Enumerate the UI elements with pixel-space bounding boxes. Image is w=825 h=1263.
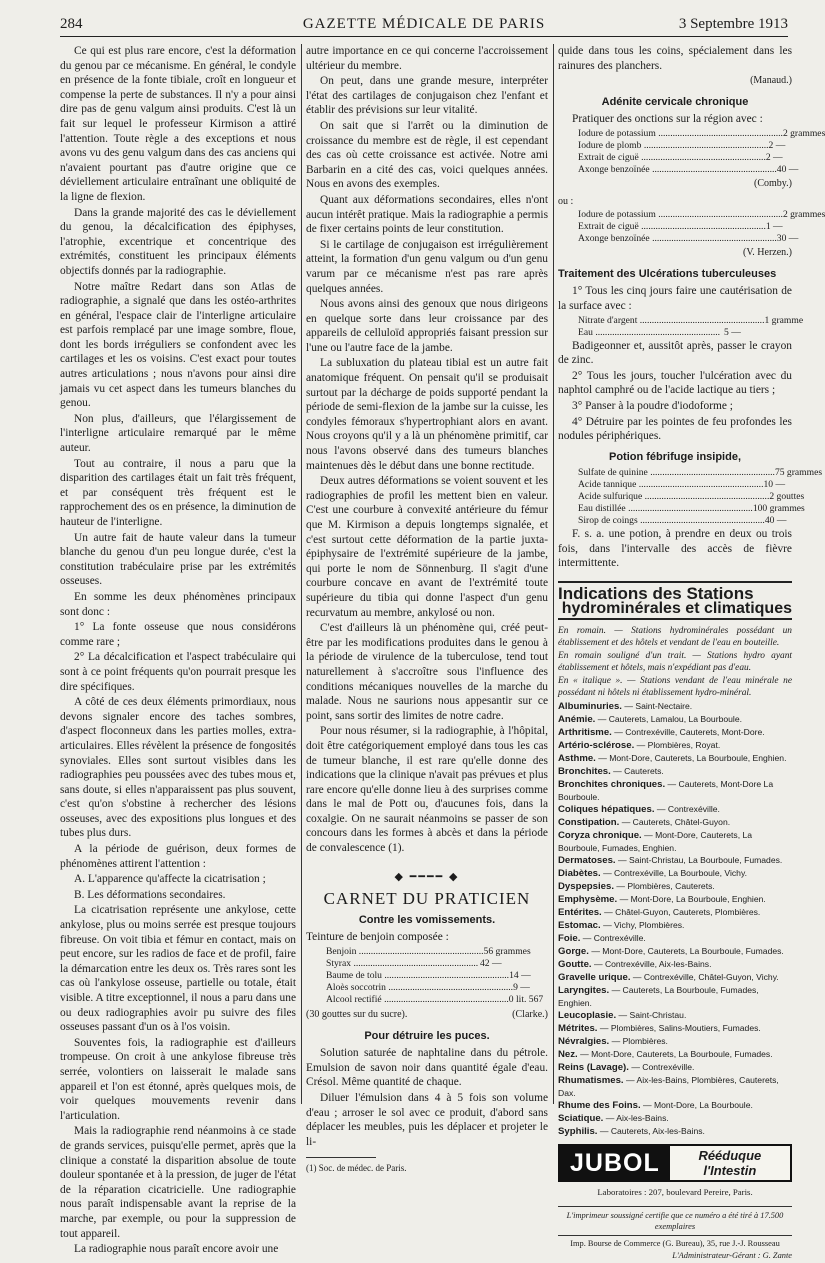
condition-name: Foie.	[558, 933, 581, 945]
station-entry	[558, 1112, 792, 1125]
page-header	[60, 14, 788, 36]
paragraph: La subluxation du plateau tibial est un autre fait anatomique fréquent. On pensait qu'il se produisait surtout par la décharge de poids supporté pendant la période de semi-flexion de la jambe sur la cuisse, les condyles fémoraux s'hypertrophiant alors en avant. Nous croyons qu'il y a là un phénomène primitif, car nous l'avons observé dans des tumeurs blanches maintenues dès le début dans une bonne rectitude.	[306, 357, 548, 472]
station-places: — Aix-les-Bains, Plombières, Cauterets, Dax.	[558, 1075, 779, 1099]
condition-name: Syphilis.	[558, 1126, 598, 1138]
paragraph: A côté de ces deux éléments primordiaux, nous devons signaler encore des taches sombres, d'aspect floconneux dans les parties molles, extra-articulaires. Elles révèlent la présence de fongosités synoviales. Elles sont surtout visibles dans les radiographies peu poussées avec des tubes mous et, sans doute, si elles n'apparaissent pas plus souvent, c'est qu'on s'obstine à rechercher des lésions osseuses, avec des expositions plus longues et des tubes plus durs.	[60, 696, 296, 840]
station-entry	[558, 1074, 792, 1099]
recipe-row: Axonge benzoïnée ..... 30 —	[558, 233, 792, 245]
stations-title: Indications des Stations	[558, 581, 792, 602]
station-places: — Mont-Dore, Cauterets, La Bourboule, Fumades.	[580, 1049, 773, 1060]
station-places: — Aix-les-Bains.	[605, 1113, 669, 1124]
condition-name: Bronchites.	[558, 766, 611, 778]
recipe-heading: Traitement des Ulcérations tuberculeuses	[558, 267, 777, 280]
station-places: — Cauterets, Lamalou, La Bourboule.	[597, 714, 742, 725]
article-column-3	[558, 44, 825, 1260]
recipe-row: Acide tannique ..... 10 —	[558, 479, 792, 491]
stations-legend: En romain souligné d'un trait. — Stations hydro ayant établissement et hôtels, mais n'expédiant pas d'eau.	[558, 651, 792, 674]
condition-name: Estomac.	[558, 920, 601, 932]
paragraph: 2° La décalcification et l'aspect trabéculaire qui sont à ce point fréquents qu'on pourrait presque les dire spécifiques.	[60, 651, 296, 693]
condition-name: Dyspepsies.	[558, 881, 614, 893]
recipe-footer	[306, 1008, 548, 1023]
station-places: — Plombières, Salins-Moutiers, Fumades.	[599, 1023, 761, 1034]
station-entry	[558, 1125, 792, 1138]
column-divider	[553, 44, 554, 1104]
issue-date: 3 Septembre 1913	[678, 16, 788, 32]
condition-name: Anémie.	[558, 714, 596, 726]
condition-name: Emphysème.	[558, 894, 618, 906]
station-places: — Saint-Christau, La Bourboule, Fumades.	[617, 855, 783, 866]
condition-name: Névralgies.	[558, 1036, 610, 1048]
condition-name: Nez.	[558, 1049, 578, 1061]
station-places: — Mont-Dore, Cauterets, La Bourboule, Fumades.	[591, 946, 784, 957]
paragraph: En somme les deux phénomènes principaux sont donc :	[60, 590, 296, 618]
condition-name: Arthritisme.	[558, 727, 612, 739]
condition-name: Dermatoses.	[558, 855, 616, 867]
condition-name: Rhumatismes.	[558, 1075, 624, 1087]
station-entry	[558, 1061, 792, 1074]
station-entry	[558, 1022, 792, 1035]
recipe-row: Sirop de coings ..... 40 —	[558, 515, 792, 527]
recipe-row: Iodure de potassium ..... 2 grammes	[558, 128, 792, 140]
station-entry	[558, 713, 792, 726]
paragraph: C'est d'ailleurs là un phénomène qui, créé peut-être par les modifications produites dans le genou à la période de virulence de la tuberculose, tend tout naturellement à s'accroître sous l'influence des conditions mécaniques nouvelles de la marche du malade. Nous ne saurions nous appesantir sur ce point, sans sortir des limites de notre cadre.	[306, 622, 548, 722]
article-column-1	[60, 44, 296, 1256]
recipe-heading: Pour détruire les puces.	[364, 1029, 490, 1042]
station-entry	[558, 1099, 792, 1112]
recipe-row: Iodure de plomb ..... 2 —	[558, 140, 792, 152]
recipe-row: Acide sulfurique ..... 2 gouttes	[558, 491, 792, 503]
recipe-row: Eau distillée ..... 100 grammes	[558, 503, 792, 515]
page-number: 284	[60, 16, 83, 32]
paragraph: Si le cartilage de conjugaison est irrégulièrement atteint, la formation d'un genu valgum ou d'un genu varum par ce mécanisme n'est pas rare après quelques années.	[306, 238, 548, 295]
condition-name: Coliques hépatiques.	[558, 804, 655, 816]
recipe-source: (V. Herzen.)	[743, 247, 792, 259]
station-places: — Mont-Dore, Cauterets, La Bourboule, Enghien.	[598, 753, 787, 764]
station-entry	[558, 1035, 792, 1048]
station-places: — Cauterets, Châtel-Guyon.	[621, 817, 731, 828]
condition-name: Bronchites chroniques.	[558, 779, 666, 791]
station-places: — Contrexéville, Aix-les-Bains.	[593, 959, 712, 970]
condition-name: Reins (Lavage).	[558, 1062, 629, 1074]
recipe-row: Sulfate de quinine ..... 75 grammes	[558, 467, 792, 479]
recipe-row: Alcool rectifié ..... 0 lit. 567	[306, 994, 548, 1006]
station-entry	[558, 893, 792, 906]
recipe-source: (Manaud.)	[750, 75, 792, 87]
header-rule	[60, 36, 788, 37]
paragraph: A la période de guérison, deux formes de phénomènes attirent l'attention :	[60, 843, 296, 870]
recipe-list	[558, 127, 825, 176]
paragraph: autre importance en ce qui concerne l'accroissement ultérieur du membre.	[306, 45, 548, 72]
station-entry	[558, 816, 792, 829]
paragraph: Nous avons ainsi des genoux que nous dirigeons en quelque sorte dans leur croissance par des appareils de celluloïd appropriés faisant pression sur l'une ou l'autre face de la jambe.	[306, 298, 548, 354]
condition-name: Entérites.	[558, 907, 602, 919]
station-entry	[558, 752, 792, 765]
paragraph: 1° La fonte osseuse que nous considérons comme rare ;	[60, 621, 296, 648]
paragraph: Dans la grande majorité des cas le déviellement du genou, la décalcification des épiphyses, l'atrophie, excentrique et concentrique des extrémités, constituent les principaux éléments objectifs donnés par la radiographie.	[60, 206, 296, 277]
condition-name: Constipation.	[558, 817, 620, 829]
recipe-intro: Teinture de benjoin composée :	[306, 931, 449, 944]
station-places: — Châtel-Guyon, Cauterets, Plombières.	[604, 907, 761, 918]
paragraph: La radiographie nous paraît encore avoir une	[74, 1243, 279, 1256]
recipe-heading: Potion fébrifuge insipide,	[609, 450, 741, 463]
paragraph: 1° Tous les cinq jours faire une cautérisation de la surface avec :	[558, 285, 792, 312]
print-certification: L'imprimeur soussigné certifie que ce numéro a été tiré à 17.500 exemplaires	[558, 1206, 792, 1232]
station-places: — Contrexéville.	[582, 933, 646, 944]
station-entry	[558, 945, 792, 958]
footnote: (1) Soc. de médec. de Paris.	[306, 1163, 407, 1174]
recipe-row: Axonge benzoïnée ..... 40 —	[558, 164, 792, 176]
section-ornament: ◆ ━━━━ ◆	[394, 870, 460, 883]
recipe-row: Styrax ..... 42 —	[306, 958, 548, 970]
paragraph: B. Les déformations secondaires.	[74, 888, 226, 901]
paragraph: A. L'apparence qu'affecte la cicatrisation ;	[74, 873, 266, 886]
ad-address: Laboratoires : 207, boulevard Pereire, Paris.	[597, 1187, 753, 1198]
recipe-heading: Adénite cervicale chronique	[601, 95, 749, 108]
paragraph: Ce qui est plus rare encore, c'est la déformation du genou par ce mécanisme. En général, le condyle en présence de la fonte tibiale, croît en longueur et compense la perte de substances. Il n'y a pour ainsi dire pas de genu valgum ainsi produits. C'est là un fait sur lequel le professeur Kirmison a attiré l'attention. Toute règle a des exceptions et nous avons vu des genu valgum dans des cas anciens qui n'avaient pourtant pas d'autre origine que ce déviellement articulaire entraînant une obliquité de la ligne de flexion.	[60, 45, 296, 203]
paragraph: Diluer l'émulsion dans 4 à 5 fois son volume d'eau ; arroser le sol avec ce produit, d'abord sans déplacer les meubles, puis les déplacer et projeter le li-	[306, 1092, 548, 1148]
recipe-dose: (30 gouttes sur du sucre).	[306, 1009, 408, 1021]
station-places: — Cauterets, La Bourboule, Fumades, Enghien.	[558, 985, 759, 1009]
ad-brand: JUBOL	[560, 1146, 670, 1180]
paragraph: La cicatrisation représente une ankylose, cette ankylose, plus ou moins serrée est presque toujours fibreuse. On voit tibia et fémur en contact, mais on peut encore, sur les radios de face et de profil, faire la démarcation entre les deux os. Très rares sont les cas où l'ankylose osseuse, partielle ou totale, était visible. A titre exceptionnel, il nous a paru dans une ou deux radiographies avoir pu suivre des files osseuses passant d'un os à l'os voisin.	[60, 904, 296, 1034]
recipe-row: Iodure de potassium ..... 2 grammes	[558, 209, 792, 221]
recipe-heading: Contre les vomissements.	[358, 913, 496, 926]
condition-name: Asthme.	[558, 753, 596, 765]
station-entry	[558, 854, 792, 867]
station-places: — Mont-Dore, La Bourboule.	[643, 1100, 753, 1111]
condition-name: Albuminuries.	[558, 701, 622, 713]
station-places: — Contrexéville, Châtel-Guyon, Vichy.	[632, 972, 779, 983]
paragraph: quide dans tous les coins, spécialement dans les rainures des planchers.	[558, 45, 792, 72]
recipe-source: (Comby.)	[754, 177, 792, 189]
condition-name: Gravelle urique.	[558, 972, 631, 984]
paragraph: Souventes fois, la radiographie est d'ailleurs trompeuse. On croit à une ankylose fibreuse très serrée, volontiers on laisserait le malade sans appareil et l'on est étonné, après quelques mois, de voir quelques mouvements revenir dans l'articulation.	[60, 1036, 296, 1122]
station-entry	[558, 1048, 792, 1061]
condition-name: Coryza chronique.	[558, 830, 642, 842]
station-entry	[558, 880, 792, 893]
station-entry	[558, 984, 792, 1009]
stations-legend: En romain. — Stations hydrominérales possédant un établissement et des hôtels et vendant de l'eau en bouteille.	[558, 626, 792, 649]
condition-name: Laryngites.	[558, 985, 610, 997]
station-places: — Cauterets, Mont-Dore La Bourboule.	[558, 779, 774, 803]
station-entry	[558, 906, 792, 919]
station-entry	[558, 971, 792, 984]
station-entry	[558, 778, 792, 803]
station-places: — Vichy, Plombières.	[603, 920, 685, 931]
paragraph: Non plus, d'ailleurs, que l'élargissement de l'interligne articulaire remarqué par le même auteur.	[60, 412, 296, 455]
recipe-row: Extrait de ciguë ..... 2 —	[558, 152, 792, 164]
printer-imprint: Imp. Bourse de Commerce (G. Bureau), 35, rue J.-J. Rousseau	[558, 1235, 792, 1249]
station-places: — Saint-Christau.	[618, 1010, 687, 1021]
paragraph: 3° Panser à la poudre d'iodoforme ;	[572, 399, 733, 412]
condition-name: Artério-sclérose.	[558, 740, 635, 752]
recipe-source: (Clarke.)	[512, 1009, 548, 1021]
station-entry	[558, 739, 792, 752]
station-entry	[558, 919, 792, 932]
station-places: — Cauterets.	[613, 766, 664, 777]
recipe-row: Eau ..... 5 —	[558, 327, 792, 339]
stations-legend: En « italique ». — Stations vendant de l'eau minérale ne possédant ni hôtels ni établissement hydro-minéral.	[558, 676, 792, 699]
article-column-2	[306, 44, 548, 1174]
station-places: — Saint-Nectaire.	[624, 701, 693, 712]
condition-name: Diabètes.	[558, 868, 601, 880]
station-places: — Contrexéville.	[631, 1062, 695, 1073]
station-places: — Contrexéville, La Bourboule, Vichy.	[603, 868, 748, 879]
station-entry	[558, 803, 792, 816]
paragraph: On peut, dans une grande mesure, interpréter l'état des cartilages de conjugaison chez l'enfant et établir des prévisions sur leur vitalité.	[306, 75, 548, 117]
paragraph: Un autre fait de haute valeur dans la tumeur blanche du genou d'un peu longue durée, c'est la constitution trabéculaire prise par les extrémités osseuses.	[60, 531, 296, 588]
recipe-list	[558, 209, 825, 245]
paragraph: Badigeonner et, aussitôt après, passer le crayon de zinc.	[558, 339, 792, 367]
station-entry	[558, 765, 792, 778]
condition-name: Goutte.	[558, 959, 592, 971]
station-places: — Plombières.	[611, 1036, 668, 1047]
stations-list	[558, 700, 792, 1138]
column-divider	[301, 44, 302, 1104]
paragraph: F. s. a. une potion, à prendre en deux ou trois fois, dans l'intervalle des accès de fièvre intermittente.	[558, 528, 792, 570]
condition-name: Leucoplasie.	[558, 1010, 617, 1022]
recipe-list	[558, 467, 823, 527]
section-title: CARNET DU PRATICIEN	[323, 889, 531, 909]
station-entry	[558, 700, 792, 713]
condition-name: Sciatique.	[558, 1113, 604, 1125]
condition-name: Métrites.	[558, 1023, 598, 1035]
manager-signature: L'Administrateur-Gérant : G. Zante	[672, 1250, 792, 1260]
station-places: — Plombières, Cauterets.	[616, 881, 715, 892]
station-places: — Contrexéville.	[656, 804, 720, 815]
recipe-intro: Pratiquer des onctions sur la région avec :	[572, 113, 763, 126]
recipe-row: Nitrate d'argent ..... 1 gramme	[558, 315, 792, 327]
station-places: — Plombières, Royat.	[636, 740, 721, 751]
paragraph: 2° Tous les jours, toucher l'ulcération avec du naphtol camphré ou de l'acide lactique au tiers ;	[558, 369, 792, 397]
station-places: — Mont-Dore, La Bourboule, Enghien.	[619, 894, 766, 905]
station-entry	[558, 829, 792, 854]
paragraph: Quant aux déformations secondaires, elles n'ont aucun intérêt pratique. Mais la radiographie a permis de fixer certains points de leur constitution.	[306, 193, 548, 236]
recipe-list	[558, 314, 804, 339]
recipe-row: Aloès soccotrin ..... 9 —	[306, 982, 548, 994]
publication-title: GAZETTE MÉDICALE DE PARIS	[302, 16, 546, 32]
condition-name: Gorge.	[558, 946, 589, 958]
station-entry	[558, 726, 792, 739]
recipe-list	[306, 946, 548, 1006]
jubol-advertisement	[558, 1144, 792, 1182]
recipe-row: Benjoin ..... 56 grammes	[306, 946, 548, 958]
ad-tagline: Rééduque l'Intestin	[698, 1148, 762, 1179]
paragraph: Deux autres déformations se voient souvent et les radiographies de profil les mettent bien en valeur. C'est une courbure à convexité antérieure du fémur que M. Kirmison a depuis longtemps signalée, et c'est surtout cette déformation de la partie juxta-épiphysaire de l'extrémité supérieure de la jambe, qui porte le nom de Sönnenburg. Il s'agit d'une courbure concave en avant de l'extrémité toute supérieure du tibia qui donne l'aspect d'un genu recurvatum au membre, ankylosé ou non.	[306, 475, 548, 619]
paragraph: 4° Détruire par les pointes de feu profondes les nodules périphériques.	[558, 415, 792, 443]
paragraph: Mais la radiographie rend néanmoins à ce stade de grands services, puisqu'elle permet, après que la clinique a constaté la disparition absolue de toute douleur spontanée et à la pression, de juger de l'état de la réparation cicatricielle. Une radiographie nous paraît indispensable avant la reprise de la marche, par exemple, ou pour la suppression de tout appareil.	[60, 1125, 296, 1240]
paragraph: On sait que si l'arrêt ou la diminution de croissance du membre est de règle, il est cependant des cas où cette croissance est activée. Notre ami Barbarin en a cité des cas, voici quelques années. Nous en avons des exemples.	[306, 119, 548, 191]
paragraph: Solution saturée de naphtaline dans du pétrole. Emulsion de savon noir dans quantité égale d'eau. Crésol. Même quantité de chaque.	[306, 1047, 548, 1089]
recipe-row: Baume de tolu ..... 14 —	[306, 970, 548, 982]
recipe-alternative: ou :	[558, 195, 574, 207]
station-entry	[558, 958, 792, 971]
station-entry	[558, 867, 792, 880]
station-entry	[558, 1009, 792, 1022]
paragraph: Tout au contraire, il nous a paru que la disparition des cartilages était un fait très fréquent, et par conséquent très fréquent est le rapprochement des os en présence, la diminution de hauteur de l'interligne.	[60, 457, 296, 528]
station-places: — Contrexéville, Cauterets, Mont-Dore.	[614, 727, 765, 738]
condition-name: Rhume des Foins.	[558, 1100, 641, 1112]
station-entry	[558, 932, 792, 945]
station-places: — Mont-Dore, Cauterets, La Bourboule, Fumades, Enghien.	[558, 830, 753, 854]
station-places: — Cauterets, Aix-les-Bains.	[599, 1126, 705, 1137]
paragraph: Notre maître Redart dans son Atlas de radiographie, a signalé que dans les ostéo-arthrites en général, l'espace clair de l'interligne articulaire est parfois remplacé par une image sombre, floue, dont les bords irréguliers se confondent avec les cartilages et les os voisins. C'est exact pour toutes autres articulations ; nous n'avons pour ainsi dire jamais vu cet aspect dans les tumeurs blanches du genou.	[60, 280, 296, 410]
paragraph: Pour nous résumer, si la radiographie, à l'hôpital, doit être catégoriquement employé dans tous les cas de tumeur blanche, il est rare qu'elle donne des indications que la clinique n'avait pas prévues et plus rare encore qu'elle donne lieu à des surprises comme dans le mal de Pott ou, d'aucunes fois, dans la coxalgie. On ne saurait néanmoins se passer de son concours dans les formes à abcès et dans la période de convalescence (1).	[306, 725, 548, 855]
stations-subtitle: hydrominérales et climatiques	[558, 602, 792, 621]
recipe-row: Extrait de ciguë ..... 1 —	[558, 221, 792, 233]
